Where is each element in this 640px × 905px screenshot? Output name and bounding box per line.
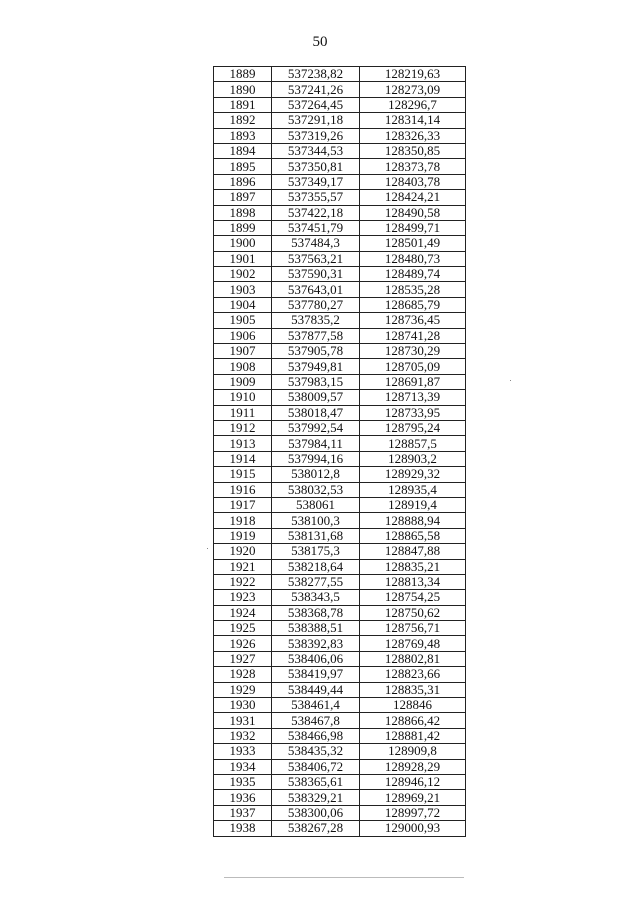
x-coordinate-cell: 538100,3 (272, 513, 360, 528)
y-coordinate-cell: 128730,29 (360, 344, 466, 359)
x-coordinate-cell: 537291,18 (272, 113, 360, 128)
point-number-cell: 1937 (214, 805, 272, 820)
y-coordinate-cell: 128713,39 (360, 390, 466, 405)
table-row (214, 405, 466, 420)
table-row (214, 97, 466, 112)
point-number-cell: 1931 (214, 713, 272, 728)
point-number-cell: 1889 (214, 67, 272, 82)
y-coordinate-cell: 128929,32 (360, 467, 466, 482)
y-coordinate-cell: 128888,94 (360, 513, 466, 528)
y-coordinate-cell: 128919,4 (360, 497, 466, 512)
y-coordinate-cell: 128903,2 (360, 451, 466, 466)
point-number-cell: 1910 (214, 390, 272, 405)
y-coordinate-cell: 128296,7 (360, 97, 466, 112)
y-coordinate-cell: 128733,95 (360, 405, 466, 420)
x-coordinate-cell: 538061 (272, 497, 360, 512)
point-number-cell: 1894 (214, 143, 272, 158)
table-row (214, 82, 466, 97)
point-number-cell: 1938 (214, 821, 272, 836)
table-row (214, 821, 466, 836)
y-coordinate-cell: 128489,74 (360, 267, 466, 282)
x-coordinate-cell: 538435,32 (272, 744, 360, 759)
y-coordinate-cell: 128403,78 (360, 174, 466, 189)
x-coordinate-cell: 538032,53 (272, 482, 360, 497)
x-coordinate-cell: 537319,26 (272, 128, 360, 143)
point-number-cell: 1916 (214, 482, 272, 497)
y-coordinate-cell: 128946,12 (360, 774, 466, 789)
table-row (214, 698, 466, 713)
table-row (214, 236, 466, 251)
table-row (214, 390, 466, 405)
table-row (214, 621, 466, 636)
table-row (214, 713, 466, 728)
x-coordinate-cell: 538218,64 (272, 559, 360, 574)
x-coordinate-cell: 537241,26 (272, 82, 360, 97)
table-row (214, 467, 466, 482)
table-row (214, 482, 466, 497)
point-number-cell: 1923 (214, 590, 272, 605)
point-number-cell: 1930 (214, 698, 272, 713)
table-row (214, 451, 466, 466)
y-coordinate-cell: 128535,28 (360, 282, 466, 297)
x-coordinate-cell: 537877,58 (272, 328, 360, 343)
point-number-cell: 1912 (214, 420, 272, 435)
point-number-cell: 1921 (214, 559, 272, 574)
x-coordinate-cell: 537238,82 (272, 67, 360, 82)
y-coordinate-cell: 128736,45 (360, 313, 466, 328)
y-coordinate-cell: 128501,49 (360, 236, 466, 251)
y-coordinate-cell: 128754,25 (360, 590, 466, 605)
x-coordinate-cell: 537643,01 (272, 282, 360, 297)
point-number-cell: 1900 (214, 236, 272, 251)
table-row (214, 190, 466, 205)
point-number-cell: 1929 (214, 682, 272, 697)
table-row (214, 528, 466, 543)
table-row (214, 328, 466, 343)
point-number-cell: 1924 (214, 605, 272, 620)
y-coordinate-cell: 128490,58 (360, 205, 466, 220)
x-coordinate-cell: 538277,55 (272, 574, 360, 589)
point-number-cell: 1896 (214, 174, 272, 189)
y-coordinate-cell: 128846 (360, 698, 466, 713)
table-row (214, 790, 466, 805)
point-number-cell: 1918 (214, 513, 272, 528)
y-coordinate-cell: 128741,28 (360, 328, 466, 343)
point-number-cell: 1890 (214, 82, 272, 97)
y-coordinate-cell: 128795,24 (360, 420, 466, 435)
table-row (214, 128, 466, 143)
scan-speck (510, 380, 511, 381)
y-coordinate-cell: 128273,09 (360, 82, 466, 97)
point-number-cell: 1902 (214, 267, 272, 282)
y-coordinate-cell: 128857,5 (360, 436, 466, 451)
y-coordinate-cell: 128750,62 (360, 605, 466, 620)
x-coordinate-cell: 538175,3 (272, 544, 360, 559)
x-coordinate-cell: 538329,21 (272, 790, 360, 805)
y-coordinate-cell: 128219,63 (360, 67, 466, 82)
point-number-cell: 1928 (214, 667, 272, 682)
point-number-cell: 1905 (214, 313, 272, 328)
x-coordinate-cell: 538461,4 (272, 698, 360, 713)
x-coordinate-cell: 537344,53 (272, 143, 360, 158)
x-coordinate-cell: 537422,18 (272, 205, 360, 220)
scan-artifact-line (224, 877, 464, 878)
point-number-cell: 1908 (214, 359, 272, 374)
page-number: 50 (312, 34, 328, 50)
x-coordinate-cell: 537949,81 (272, 359, 360, 374)
table-row (214, 344, 466, 359)
y-coordinate-cell: 128705,09 (360, 359, 466, 374)
x-coordinate-cell: 538449,44 (272, 682, 360, 697)
point-number-cell: 1914 (214, 451, 272, 466)
point-number-cell: 1893 (214, 128, 272, 143)
point-number-cell: 1897 (214, 190, 272, 205)
table-row (214, 574, 466, 589)
x-coordinate-cell: 538009,57 (272, 390, 360, 405)
table-row (214, 159, 466, 174)
x-coordinate-cell: 537590,31 (272, 267, 360, 282)
point-number-cell: 1925 (214, 621, 272, 636)
y-coordinate-cell: 128835,21 (360, 559, 466, 574)
x-coordinate-cell: 538466,98 (272, 728, 360, 743)
x-coordinate-cell: 537780,27 (272, 297, 360, 312)
point-number-cell: 1919 (214, 528, 272, 543)
y-coordinate-cell: 128802,81 (360, 651, 466, 666)
x-coordinate-cell: 537355,57 (272, 190, 360, 205)
point-number-cell: 1903 (214, 282, 272, 297)
y-coordinate-cell: 128373,78 (360, 159, 466, 174)
x-coordinate-cell: 538131,68 (272, 528, 360, 543)
y-coordinate-cell: 128424,21 (360, 190, 466, 205)
x-coordinate-cell: 537484,3 (272, 236, 360, 251)
x-coordinate-cell: 537835,2 (272, 313, 360, 328)
point-number-cell: 1913 (214, 436, 272, 451)
y-coordinate-cell: 128691,87 (360, 374, 466, 389)
y-coordinate-cell: 128685,79 (360, 297, 466, 312)
table-row (214, 651, 466, 666)
table-row (214, 774, 466, 789)
y-coordinate-cell: 128813,34 (360, 574, 466, 589)
y-coordinate-cell: 128499,71 (360, 220, 466, 235)
table-row (214, 267, 466, 282)
point-number-cell: 1922 (214, 574, 272, 589)
table-row (214, 143, 466, 158)
table-row (214, 374, 466, 389)
x-coordinate-cell: 538343,5 (272, 590, 360, 605)
x-coordinate-cell: 537264,45 (272, 97, 360, 112)
table-row (214, 759, 466, 774)
y-coordinate-cell: 128480,73 (360, 251, 466, 266)
y-coordinate-cell: 128835,31 (360, 682, 466, 697)
table-row (214, 636, 466, 651)
x-coordinate-cell: 538300,06 (272, 805, 360, 820)
x-coordinate-cell: 537983,15 (272, 374, 360, 389)
point-number-cell: 1891 (214, 97, 272, 112)
y-coordinate-cell: 128769,48 (360, 636, 466, 651)
table-row (214, 205, 466, 220)
x-coordinate-cell: 538368,78 (272, 605, 360, 620)
point-number-cell: 1915 (214, 467, 272, 482)
table-row (214, 605, 466, 620)
table-row (214, 282, 466, 297)
table-row (214, 744, 466, 759)
y-coordinate-cell: 128909,8 (360, 744, 466, 759)
x-coordinate-cell: 537905,78 (272, 344, 360, 359)
point-number-cell: 1936 (214, 790, 272, 805)
x-coordinate-cell: 537994,16 (272, 451, 360, 466)
table-row (214, 544, 466, 559)
table-row (214, 67, 466, 82)
y-coordinate-cell: 128756,71 (360, 621, 466, 636)
y-coordinate-cell: 128865,58 (360, 528, 466, 543)
point-number-cell: 1906 (214, 328, 272, 343)
y-coordinate-cell: 128823,66 (360, 667, 466, 682)
x-coordinate-cell: 537349,17 (272, 174, 360, 189)
table-row (214, 497, 466, 512)
coordinates-table-body (214, 67, 466, 837)
point-number-cell: 1904 (214, 297, 272, 312)
x-coordinate-cell: 537992,54 (272, 420, 360, 435)
x-coordinate-cell: 537984,11 (272, 436, 360, 451)
x-coordinate-cell: 537350,81 (272, 159, 360, 174)
coordinates-table (213, 66, 466, 837)
x-coordinate-cell: 537563,21 (272, 251, 360, 266)
y-coordinate-cell: 128847,88 (360, 544, 466, 559)
table-row (214, 590, 466, 605)
x-coordinate-cell: 538365,61 (272, 774, 360, 789)
point-number-cell: 1920 (214, 544, 272, 559)
table-row (214, 513, 466, 528)
point-number-cell: 1899 (214, 220, 272, 235)
table-row (214, 559, 466, 574)
y-coordinate-cell: 128935,4 (360, 482, 466, 497)
y-coordinate-cell: 128314,14 (360, 113, 466, 128)
table-row (214, 313, 466, 328)
point-number-cell: 1907 (214, 344, 272, 359)
y-coordinate-cell: 128881,42 (360, 728, 466, 743)
table-row (214, 113, 466, 128)
point-number-cell: 1901 (214, 251, 272, 266)
scan-speck (207, 548, 208, 549)
table-row (214, 220, 466, 235)
table-row (214, 436, 466, 451)
point-number-cell: 1926 (214, 636, 272, 651)
table-row (214, 420, 466, 435)
table-row (214, 297, 466, 312)
y-coordinate-cell: 128866,42 (360, 713, 466, 728)
x-coordinate-cell: 538467,8 (272, 713, 360, 728)
table-row (214, 667, 466, 682)
point-number-cell: 1911 (214, 405, 272, 420)
x-coordinate-cell: 538392,83 (272, 636, 360, 651)
table-row (214, 359, 466, 374)
y-coordinate-cell: 128997,72 (360, 805, 466, 820)
x-coordinate-cell: 538267,28 (272, 821, 360, 836)
x-coordinate-cell: 538388,51 (272, 621, 360, 636)
point-number-cell: 1927 (214, 651, 272, 666)
y-coordinate-cell: 128928,29 (360, 759, 466, 774)
x-coordinate-cell: 538012,8 (272, 467, 360, 482)
x-coordinate-cell: 538018,47 (272, 405, 360, 420)
table-row (214, 805, 466, 820)
table-row (214, 728, 466, 743)
point-number-cell: 1917 (214, 497, 272, 512)
x-coordinate-cell: 537451,79 (272, 220, 360, 235)
table-row (214, 251, 466, 266)
y-coordinate-cell: 128969,21 (360, 790, 466, 805)
point-number-cell: 1895 (214, 159, 272, 174)
point-number-cell: 1909 (214, 374, 272, 389)
table-row (214, 174, 466, 189)
point-number-cell: 1935 (214, 774, 272, 789)
point-number-cell: 1932 (214, 728, 272, 743)
point-number-cell: 1892 (214, 113, 272, 128)
y-coordinate-cell: 128326,33 (360, 128, 466, 143)
y-coordinate-cell: 129000,93 (360, 821, 466, 836)
table-row (214, 682, 466, 697)
y-coordinate-cell: 128350,85 (360, 143, 466, 158)
x-coordinate-cell: 538419,97 (272, 667, 360, 682)
point-number-cell: 1933 (214, 744, 272, 759)
x-coordinate-cell: 538406,06 (272, 651, 360, 666)
x-coordinate-cell: 538406,72 (272, 759, 360, 774)
point-number-cell: 1934 (214, 759, 272, 774)
point-number-cell: 1898 (214, 205, 272, 220)
